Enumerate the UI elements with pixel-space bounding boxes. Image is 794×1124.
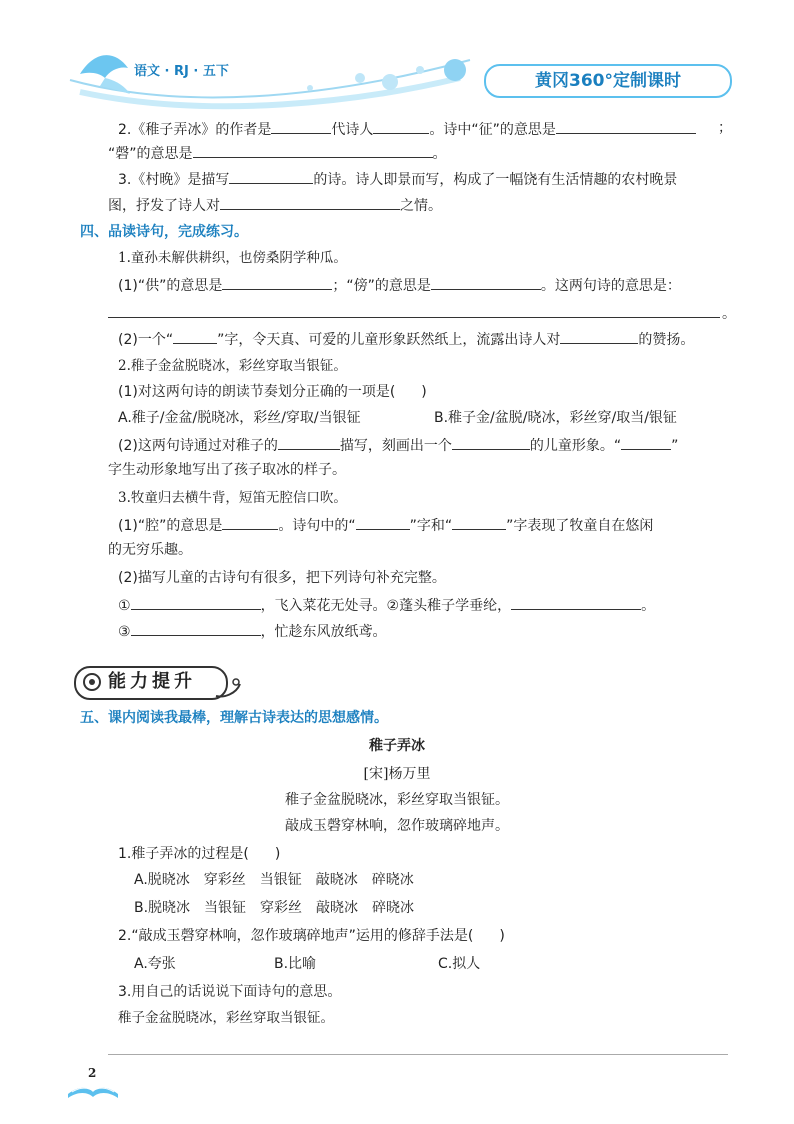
- answer-blank[interactable]: [222, 514, 278, 530]
- p2-optB: B.稚子金/盆脱/晓冰，彩丝穿/取当/银钲: [434, 410, 677, 426]
- poem-line: 2.稚子金盆脱晓冰，彩丝穿取当银钲。: [118, 358, 347, 374]
- poem-line1: 稚子金盆脱晓冰，彩丝穿取当银钲。: [285, 792, 509, 808]
- answer-blank[interactable]: [271, 118, 331, 134]
- answer-blank[interactable]: [452, 514, 506, 530]
- banner-swirl-icon: [214, 676, 244, 700]
- answer-blank[interactable]: [556, 118, 696, 134]
- s5-q1-optA: A.脱晓冰 穿彩丝 当银钲 敲晓冰 碎晓冰: [134, 872, 414, 888]
- poem-line2: 敲成玉磬穿林响，忽作玻璃碎地声。: [285, 818, 509, 834]
- answer-blank[interactable]: [452, 434, 530, 450]
- poem-author: [宋]杨万里: [363, 766, 431, 782]
- ability-banner-text: 能力提升: [108, 671, 196, 692]
- s5-q1: 1.稚子弄冰的过程是( ): [118, 846, 281, 862]
- answer-blank[interactable]: [220, 194, 400, 210]
- footer-rule: [108, 1054, 728, 1055]
- p1-s2: (2)一个“ ”字，令天真、可爱的儿童形象跃然纸上，流露出诗人对 的赞扬。: [118, 328, 694, 350]
- s5-q2-optA: A.夸张: [134, 956, 176, 972]
- header-decoration: [60, 40, 480, 110]
- banner-dot-icon: [80, 672, 104, 692]
- answer-blank[interactable]: [229, 168, 313, 184]
- answer-blank[interactable]: [278, 434, 340, 450]
- p3-s1-cont: 的无穷乐趣。: [108, 542, 192, 558]
- q3-line1: 3.《村晚》是描写 的诗。诗人即景而写，构成了一幅饶有生活情趣的农村晚景: [118, 168, 677, 190]
- q2-line1: 2.《稚子弄冰》的作者是 代诗人 。诗中“征”的意思是: [118, 118, 696, 140]
- p1-s1: (1)“供”的意思是 ；“傍”的意思是 。这两句诗的意思是：: [118, 274, 681, 296]
- section4-title: 四、品读诗句，完成练习。: [80, 224, 248, 240]
- p2-s2: (2)这两句诗通过对稚子的 描写，刻画出一个 的儿童形象。“ ”: [118, 434, 678, 456]
- answer-blank[interactable]: [511, 594, 641, 610]
- q3-line2: 图，抒发了诗人对 之情。: [108, 194, 442, 216]
- p1-s1-end: 。: [722, 306, 736, 322]
- p2-s1: (1)对这两句诗的朗读节奏划分正确的一项是( ): [118, 384, 427, 400]
- answer-blank[interactable]: [373, 118, 429, 134]
- answer-blank[interactable]: [131, 594, 261, 610]
- poem-line: 1.童孙未解供耕织，也傍桑阴学种瓜。: [118, 250, 347, 266]
- brand-badge: 黄冈360°定制课时: [484, 64, 732, 98]
- s5-q3: 3.用自己的话说说下面诗句的意思。: [118, 984, 342, 1000]
- q2-line2: “磬”的意思是 。: [108, 142, 447, 164]
- s5-q2-optC: C.拟人: [438, 956, 481, 972]
- p3-s1: (1)“腔”的意思是 。诗句中的“ ”字和“ ”字表现了牧童自在悠闲: [118, 514, 653, 536]
- answer-blank[interactable]: [131, 620, 261, 636]
- s5-q3-poem: 稚子金盆脱晓冰，彩丝穿取当银钲。: [118, 1010, 334, 1026]
- s5-q2: 2.“敲成玉磬穿林响，忽作玻璃碎地声”运用的修辞手法是( ): [118, 928, 505, 944]
- answer-blank[interactable]: [621, 434, 671, 450]
- p3-s2: (2)描写儿童的古诗句有很多，把下列诗句补充完整。: [118, 570, 446, 586]
- p2-optA: A.稚子/金盆/脱晓冰，彩丝/穿取/当银钲: [118, 410, 361, 426]
- s5-q1-optB: B.脱晓冰 当银钲 穿彩丝 敲晓冰 碎晓冰: [134, 900, 415, 916]
- page-number: 2: [88, 1066, 97, 1080]
- answer-blank[interactable]: [356, 514, 410, 530]
- answer-line[interactable]: [108, 302, 720, 318]
- answer-blank[interactable]: [560, 328, 638, 344]
- section5-title: 五、课内阅读我最棒，理解古诗表达的思想感情。: [80, 710, 388, 726]
- s5-q2-optB: B.比喻: [274, 956, 317, 972]
- subject-label: 语文 · RJ · 五下: [134, 64, 229, 79]
- poem-line: 3.牧童归去横牛背，短笛无腔信口吹。: [118, 490, 347, 506]
- p3-c2: ③ ，忙趁东风放纸鸢。: [118, 620, 387, 642]
- answer-blank[interactable]: [193, 142, 433, 158]
- answer-blank[interactable]: [222, 274, 332, 290]
- p3-c1: ① ，飞入菜花无处寻。②蓬头稚子学垂纶， 。: [118, 594, 655, 616]
- q2-semicolon: ；: [718, 120, 732, 136]
- answer-blank[interactable]: [431, 274, 541, 290]
- p2-s2-cont: 字生动形象地写出了孩子取冰的样子。: [108, 462, 346, 478]
- answer-blank[interactable]: [173, 328, 217, 344]
- poem-title: 稚子弄冰: [369, 738, 425, 754]
- book-icon: [66, 1078, 120, 1100]
